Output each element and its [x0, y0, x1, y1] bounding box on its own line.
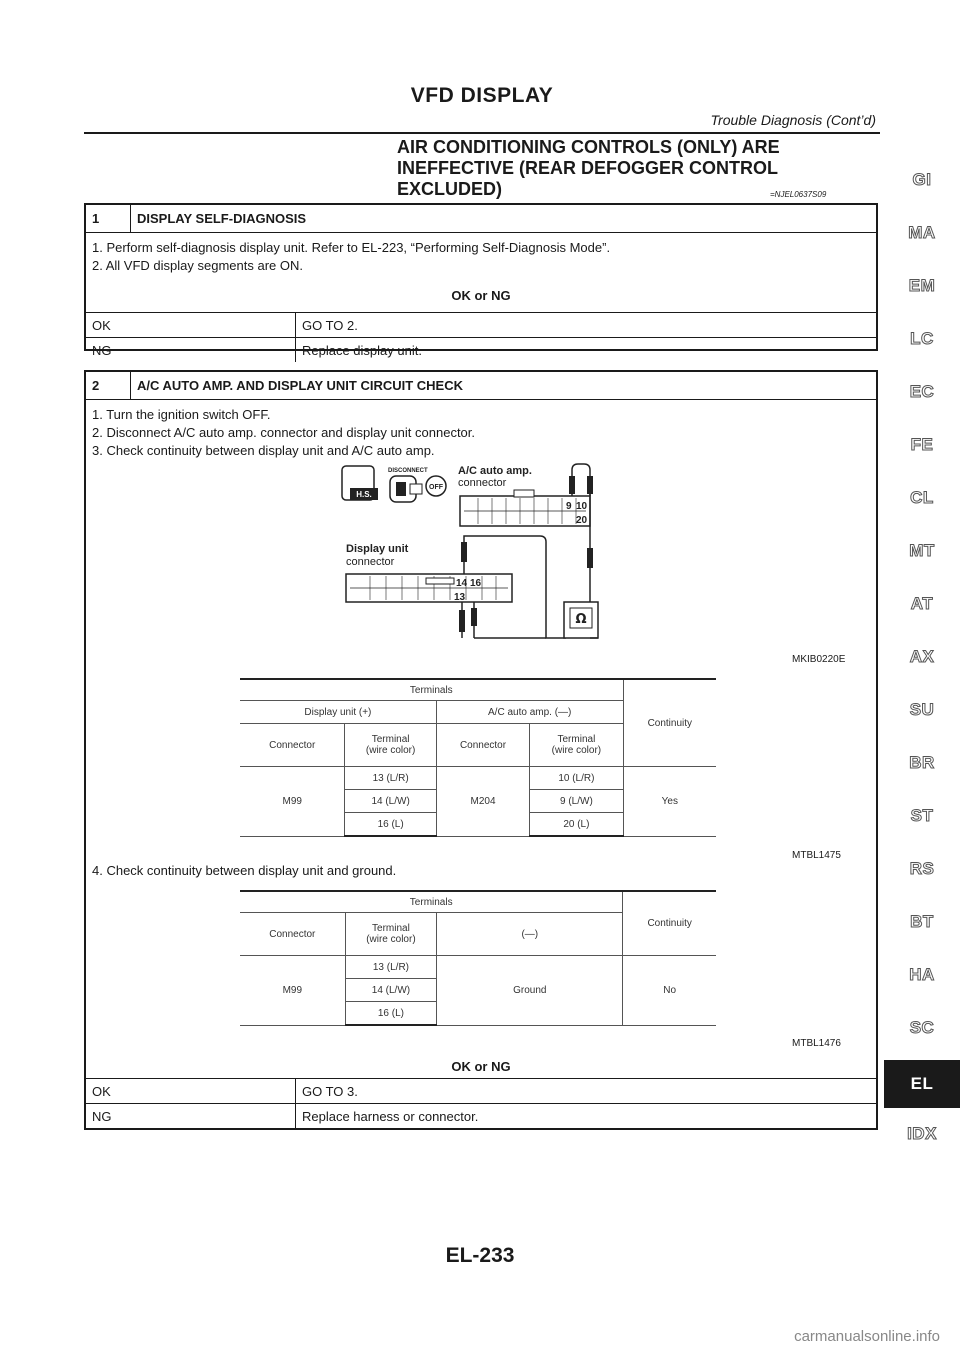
- svg-text:connector: connector: [346, 556, 395, 568]
- svg-text:connector: connector: [458, 477, 507, 489]
- svg-text:OFF: OFF: [429, 484, 443, 491]
- ok-or-ng-label: OK or NG: [451, 1059, 511, 1074]
- sidebar-tab-sc[interactable]: SC: [909, 1018, 935, 1037]
- step-2-header: [86, 372, 876, 400]
- step-title: DISPLAY SELF-DIAGNOSIS: [137, 211, 307, 226]
- step-title: A/C AUTO AMP. AND DISPLAY UNIT CIRCUIT CHECK: [137, 378, 463, 393]
- section-title: AIR CONDITIONING CONTROLS (ONLY) ARE INEFFECTIVE (REAR DEFOGGER CONTROL EXCLUDED): [397, 137, 780, 199]
- page-title: VFD DISPLAY: [410, 84, 554, 107]
- result-row-ok: OK GO TO 2.: [86, 312, 876, 337]
- step-2-box: [84, 370, 878, 1130]
- ac-auto-amp-connector: [460, 490, 590, 526]
- sidebar-tab-cl[interactable]: CL: [910, 488, 934, 507]
- sidebar-tab-gi[interactable]: GI: [912, 170, 932, 189]
- sidebar-tab-st[interactable]: ST: [910, 806, 934, 825]
- display-connector-label: Display unit: [346, 543, 409, 555]
- disconnect-label: DISCONNECT: [388, 468, 428, 474]
- hs-icon: [342, 466, 378, 500]
- sidebar-tab-ha[interactable]: HA: [909, 965, 935, 984]
- continuity-table-2: Terminals Continuity Connector Terminal (wire color) (—) M99 13 (L/R) Ground No 14 (L/W) 16 (L): [240, 890, 716, 1026]
- sidebar-tab-el[interactable]: EL: [884, 1060, 960, 1108]
- ohmmeter-icon: [564, 602, 598, 638]
- svg-text:Ω: Ω: [575, 612, 587, 627]
- step-2-line-4: 4. Check continuity between display unit and ground.: [92, 863, 397, 878]
- header-rule: [84, 132, 880, 134]
- sidebar-tab-bt[interactable]: BT: [910, 912, 934, 931]
- step-2-instructions: 1. Turn the ignition switch OFF. 2. Disconnect A/C auto amp. connector and display unit connector. 3. Check continuity between display unit and A/C auto amp.: [92, 407, 476, 458]
- table-2-code: MTBL1476: [792, 1038, 841, 1049]
- page-number: EL-233: [445, 1244, 515, 1267]
- step-1-instructions: 1. Perform self-diagnosis display unit. Refer to EL-223, “Performing Self-Diagnosis Mode”. 2. All VFD display segments are ON.: [92, 240, 611, 273]
- step-number: 1: [86, 205, 131, 232]
- step-1-header: [86, 205, 876, 233]
- sidebar-tab-fe[interactable]: FE: [910, 435, 934, 454]
- sidebar-tab-br[interactable]: BR: [909, 753, 935, 772]
- watermark: carmanualsonline.info: [794, 1328, 940, 1345]
- sidebar-tab-ax[interactable]: AX: [909, 647, 935, 666]
- svg-text:16: 16: [470, 578, 482, 589]
- step-1-box: [84, 203, 878, 358]
- svg-text:10: 10: [576, 501, 588, 512]
- page-header: [84, 84, 880, 128]
- figure-code: MKIB0220E: [792, 654, 846, 665]
- display-unit-connector: [346, 574, 512, 603]
- ac-connector-label: A/C auto amp.: [458, 465, 532, 477]
- sidebar-tab-su[interactable]: SU: [909, 700, 935, 719]
- result-row-ng: NG Replace display unit.: [86, 337, 876, 362]
- table-1-code: MTBL1475: [792, 850, 841, 861]
- section-code: =NJEL0637S09: [770, 190, 827, 199]
- connector-disconnect-icon: [390, 476, 422, 502]
- step-number: 2: [86, 372, 131, 399]
- result-row-ng: NG Replace harness or connector.: [86, 1103, 876, 1128]
- svg-text:H.S.: H.S.: [356, 490, 372, 499]
- svg-text:14: 14: [456, 578, 468, 589]
- sidebar-tab-ec[interactable]: EC: [909, 382, 935, 401]
- wiring-diagram: [340, 462, 640, 652]
- continuity-table-1: Terminals Continuity Display unit (+) A/C auto amp. (—) Connector Terminal (wire color) Connector Terminal (wire color) M99 13 (L/R) M204 10 (L/R) Yes 14 (L/W) 9 (L/W) 16 (L) 20 (L): [240, 678, 716, 837]
- svg-text:20: 20: [576, 515, 588, 526]
- sidebar-tab-ma[interactable]: MA: [908, 223, 936, 242]
- ignition-off-icon: [426, 476, 446, 496]
- sidebar-tab-em[interactable]: EM: [908, 276, 936, 295]
- step-2-results: [86, 1056, 876, 1128]
- page-subtitle: Trouble Diagnosis (Cont’d): [710, 112, 876, 128]
- sidebar-tab-at[interactable]: AT: [910, 594, 934, 613]
- sidebar-tab-idx[interactable]: IDX: [907, 1124, 937, 1143]
- svg-text:13: 13: [454, 592, 466, 603]
- sidebar-tab-lc[interactable]: LC: [910, 329, 934, 348]
- ok-or-ng-label: OK or NG: [451, 288, 511, 303]
- sidebar-tab-rs[interactable]: RS: [909, 859, 935, 878]
- svg-text:9: 9: [566, 501, 572, 512]
- result-row-ok: OK GO TO 3.: [86, 1078, 876, 1103]
- sidebar-tab-mt[interactable]: MT: [909, 541, 935, 560]
